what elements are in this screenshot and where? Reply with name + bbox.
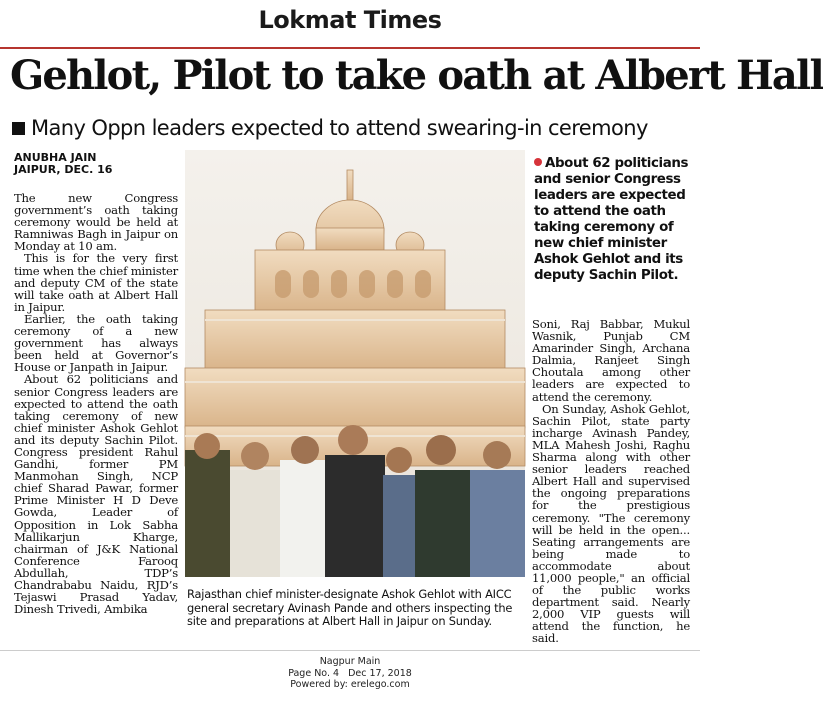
headline: Gehlot, Pilot to take oath at Albert Hall (10, 52, 823, 99)
masthead-rule (0, 47, 700, 49)
footer-divider (0, 650, 700, 651)
subheadline (12, 116, 700, 140)
paragraph: Soni, Raj Babbar, Mukul Wasnik, Punjab CM Amarinder Singh, Archana Dalmia, Ranjeet Singh Choutala among other leaders are expected to attend the ceremony. (532, 317, 690, 404)
paragraph: On Sunday, Ashok Gehlot, Sachin Pilot, state party incharge Avinash Pandey, MLA Mahesh Joshi, Raghu Sharma along with other senior leaders reached Albert Hall and supervised the ongoing preparations for the prestigious ceremony. "The ceremony will be held in the open... Seating arrangements are being made to accommodate about 11,000 people," an official of the public works department said. Nearly 2,000 VIP guests will attend the function, he said. (532, 401, 690, 646)
paragraph: This is for the very first time when the chief minister and deputy CM of the state will take oath at Albert Hall in Jaipur. (14, 251, 178, 314)
pull-quote-text: About 62 politicians and senior Congress leaders are expected to attend the oath taking ceremony of new chief minister Ashok Gehlot and its deputy Sachin Pilot. (534, 156, 689, 283)
albert-hall-photo-illustration (185, 150, 525, 577)
author: ANUBHA JAIN (14, 151, 97, 164)
page-footer (0, 656, 700, 691)
edition: Nagpur Main (319, 656, 381, 667)
article-column-right (532, 317, 690, 646)
page-date: Page No. 4 Dec 17, 2018 (288, 667, 412, 679)
red-bullet-icon (534, 158, 542, 166)
news-photo (185, 150, 525, 577)
photo-caption: Rajasthan chief minister-designate Ashok Gehlot with AICC general secretary Avinash Pande and others inspecting the site and preparations at Albert Hall in Jaipur on Sunday. (187, 587, 513, 628)
article-column-left (14, 192, 178, 642)
square-bullet-icon (12, 122, 25, 135)
subheadline-text: Many Oppn leaders expected to attend swearing-in ceremony (31, 116, 648, 140)
byline (14, 152, 112, 176)
dateline: JAIPUR, DEC. 16 (14, 163, 113, 176)
paragraph: The new Congress government’s oath taking ceremony would be held at Ramniwas Bagh in Jaipur on Monday at 10 am. (14, 191, 178, 254)
paragraph: Earlier, the oath taking ceremony of a new government has always been held at Governor’s House or Janpath in Jaipur. (14, 311, 178, 375)
masthead: Lokmat Times (258, 6, 442, 34)
powered-by: Powered by: erelego.com (290, 679, 410, 690)
pull-quote (534, 156, 692, 284)
paragraph: About 62 politicians and senior Congress leaders are expected to attend the oath taking ceremony of new chief minister Ashok Gehlot and its deputy Sachin Pilot. Congress president Rahul Gandhi, former PM Manmohan Singh, NCP chief Sharad Pawar, former Prime Minister H D Deve Gowda, Leader of Opposition in Lok Sabha Mallikarjun Kharge, chairman of J&K National Conference Farooq Abdullah, TDP’s Chandrababu Naidu, RJD’s Tejaswi Prasad Yadav, Dinesh Trivedi, Ambika (14, 372, 178, 617)
